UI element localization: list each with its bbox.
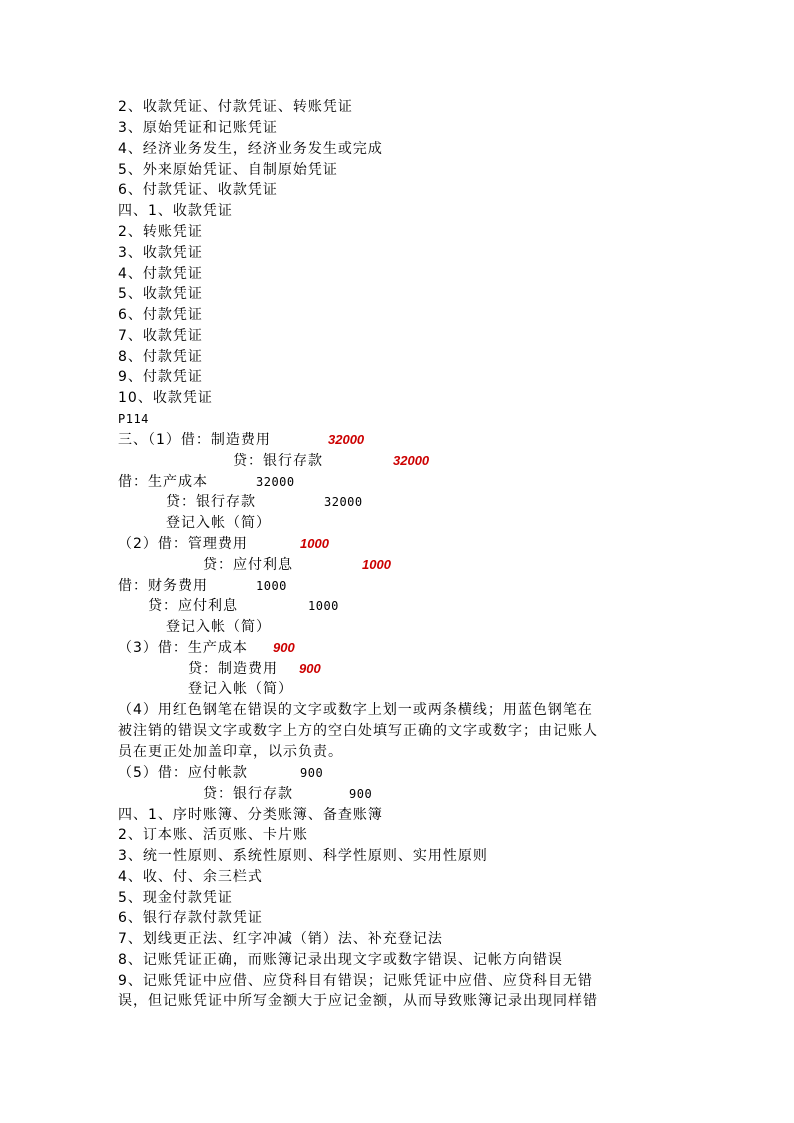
text-line: 10、收款凭证 — [118, 390, 213, 406]
text-line: 4、经济业务发生，经济业务发生或完成 — [118, 141, 383, 157]
entry-note: 登记入帐（简） — [166, 619, 271, 635]
text-line: 4、收、付、余三栏式 — [118, 869, 263, 885]
entry-amount: 1000 — [256, 579, 287, 593]
text-line: 5、收款凭证 — [118, 286, 203, 302]
entry-credit: 贷：银行存款 — [203, 786, 293, 802]
entry-note: 登记入帐（简） — [188, 681, 293, 697]
entry-amount-red: 900 — [299, 661, 321, 676]
text-line: 7、划线更正法、红字冲减（销）法、补充登记法 — [118, 931, 443, 947]
entry-debit: 借：财务费用 — [118, 578, 208, 594]
entry-amount-red: 32000 — [393, 453, 430, 468]
entry-debit: 三、（1）借：制造费用 — [118, 432, 271, 448]
text-line: 5、外来原始凭证、自制原始凭证 — [118, 162, 338, 178]
paragraph-line: 员在更正处加盖印章，以示负责。 — [118, 744, 343, 760]
entry-debit: （2）借：管理费用 — [118, 536, 248, 552]
page-reference: P114 — [118, 412, 149, 426]
text-line: 8、记账凭证正确，而账簿记录出现文字或数字错误、记帐方向错误 — [118, 952, 563, 968]
entry-credit: 贷：应付利息 — [148, 598, 238, 614]
entry-amount-red: 900 — [273, 640, 295, 655]
entry-credit: 贷：银行存款 — [166, 494, 256, 510]
text-line: 6、付款凭证、收款凭证 — [118, 182, 278, 198]
entry-amount: 32000 — [256, 475, 295, 489]
entry-amount-red: 1000 — [300, 536, 329, 551]
text-line: 9、付款凭证 — [118, 369, 203, 385]
text-line: 3、收款凭证 — [118, 245, 203, 261]
entry-amount-red: 1000 — [362, 557, 391, 572]
text-line: 2、收款凭证、付款凭证、转账凭证 — [118, 99, 353, 115]
text-line: 8、付款凭证 — [118, 349, 203, 365]
text-line: 7、收款凭证 — [118, 328, 203, 344]
entry-note: 登记入帐（简） — [166, 515, 271, 531]
paragraph-line: （4）用红色钢笔在错误的文字或数字上划一或两条横线；用蓝色钢笔在 — [118, 702, 593, 718]
entry-credit: 贷：制造费用 — [188, 661, 278, 677]
text-line: 误，但记账凭证中所写金额大于应记金额，从而导致账簿记录出现同样错 — [118, 993, 598, 1009]
paragraph-line: 被注销的错误文字或数字上方的空白处填写正确的文字或数字；由记账人 — [118, 723, 598, 739]
entry-amount: 900 — [349, 787, 373, 801]
entry-amount: 32000 — [324, 495, 363, 509]
entry-debit: （5）借：应付帐款 — [118, 765, 248, 781]
entry-amount-red: 32000 — [328, 432, 365, 447]
text-line: 6、付款凭证 — [118, 307, 203, 323]
text-line: 4、付款凭证 — [118, 266, 203, 282]
entry-credit: 贷：应付利息 — [203, 557, 293, 573]
entry-amount: 900 — [300, 766, 324, 780]
entry-amount: 1000 — [308, 599, 339, 613]
text-line: 2、转账凭证 — [118, 224, 203, 240]
text-line: 3、原始凭证和记账凭证 — [118, 120, 278, 136]
text-line: 5、现金付款凭证 — [118, 890, 233, 906]
text-line: 6、银行存款付款凭证 — [118, 910, 263, 926]
text-line: 3、统一性原则、系统性原则、科学性原则、实用性原则 — [118, 848, 488, 864]
entry-debit: （3）借：生产成本 — [118, 640, 248, 656]
text-line: 9、记账凭证中应借、应贷科目有错误；记账凭证中应借、应贷科目无错 — [118, 973, 593, 989]
entry-credit: 贷：银行存款 — [233, 453, 323, 469]
text-line: 四、1、序时账簿、分类账簿、备查账簿 — [118, 807, 383, 823]
entry-debit: 借：生产成本 — [118, 474, 208, 490]
text-line: 四、1、收款凭证 — [118, 203, 233, 219]
text-line: 2、订本账、活页账、卡片账 — [118, 827, 308, 843]
